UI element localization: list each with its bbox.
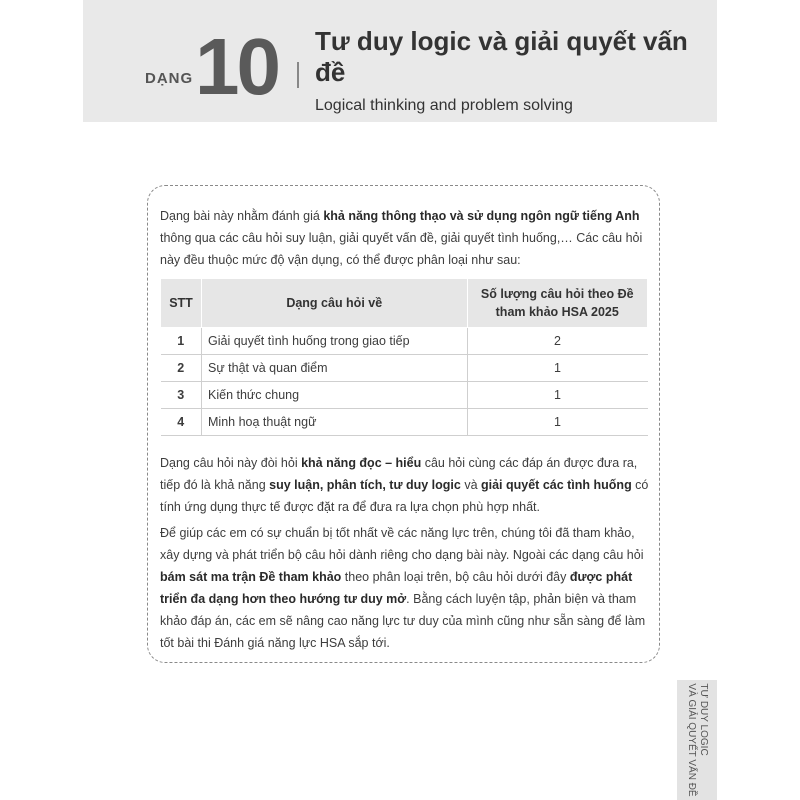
row-count: 1 <box>467 382 648 409</box>
preparation-paragraph: Để giúp các em có sự chuẩn bị tốt nhất về các năng lực trên, chúng tôi đã tham khảo, xây dựng và phát triển bộ câu hỏi dành riêng cho dạng bài này. Ngoài các dạng câu hỏi bám sát ma trận Đề tham khảo theo phân loại trên, bộ câu hỏi dưới đây được phát triển đa dạng hơn theo hướng tư duy mở. Bằng cách luyện tập, phản biện và tham khảo đáp án, các em sẽ nâng cao năng lực tư duy của mình cũng như sẵn sàng để làm tốt bài thi Đánh giá năng lực HSA sắp tới. <box>160 526 646 650</box>
chapter-label: DẠNG <box>145 70 194 87</box>
row-type: Sự thật và quan điểm <box>202 355 468 382</box>
header-divider <box>297 62 299 88</box>
intro-paragraph: Dạng bài này nhằm đánh giá khả năng thông thạo và sử dụng ngôn ngữ tiếng Anh thông qua các câu hỏi suy luận, giải quyết vấn đề, giải quyết tình huống,… Các câu hỏi này đều thuộc mức độ vận dụng, có thể được phân loại như sau: <box>160 209 643 267</box>
col-header-count: Số lượng câu hỏi theo Đề tham khảo HSA 2025 <box>467 279 648 328</box>
document-page <box>83 0 717 800</box>
table-header-row <box>161 279 648 328</box>
row-type: Minh hoạ thuật ngữ <box>202 409 468 436</box>
row-type: Kiến thức chung <box>202 382 468 409</box>
row-stt: 2 <box>161 355 202 382</box>
chapter-number: 10 <box>195 22 278 111</box>
chapter-side-tab <box>677 680 717 800</box>
table-row <box>161 382 648 409</box>
skills-paragraph: Dạng câu hỏi này đòi hỏi khả năng đọc – hiểu câu hỏi cùng các đáp án được đưa ra, tiếp đó là khả năng suy luận, phân tích, tư duy logic và giải quyết các tình huống có tính ứng dụng thực tế được đặt ra để đưa ra lựa chọn phù hợp nhất. <box>160 456 649 514</box>
chapter-header <box>83 0 717 122</box>
col-header-stt: STT <box>161 279 202 328</box>
chapter-subtitle: Logical thinking and problem solving <box>315 97 573 114</box>
row-count: 1 <box>467 409 648 436</box>
chapter-title: Tư duy logic và giải quyết vấn đề <box>315 26 688 87</box>
row-stt: 1 <box>161 328 202 355</box>
row-type: Giải quyết tình huống trong giao tiếp <box>202 328 468 355</box>
side-tab-label: TƯ DUY LOGIC VÀ GIẢI QUYẾT VẤN ĐỀ <box>686 683 709 797</box>
row-count: 2 <box>467 328 648 355</box>
row-stt: 4 <box>161 409 202 436</box>
col-header-type: Dạng câu hỏi về <box>202 279 468 328</box>
row-stt: 3 <box>161 382 202 409</box>
table-row <box>161 328 648 355</box>
table-row <box>161 409 648 436</box>
row-count: 1 <box>467 355 648 382</box>
question-type-table <box>160 278 648 436</box>
table-row <box>161 355 648 382</box>
